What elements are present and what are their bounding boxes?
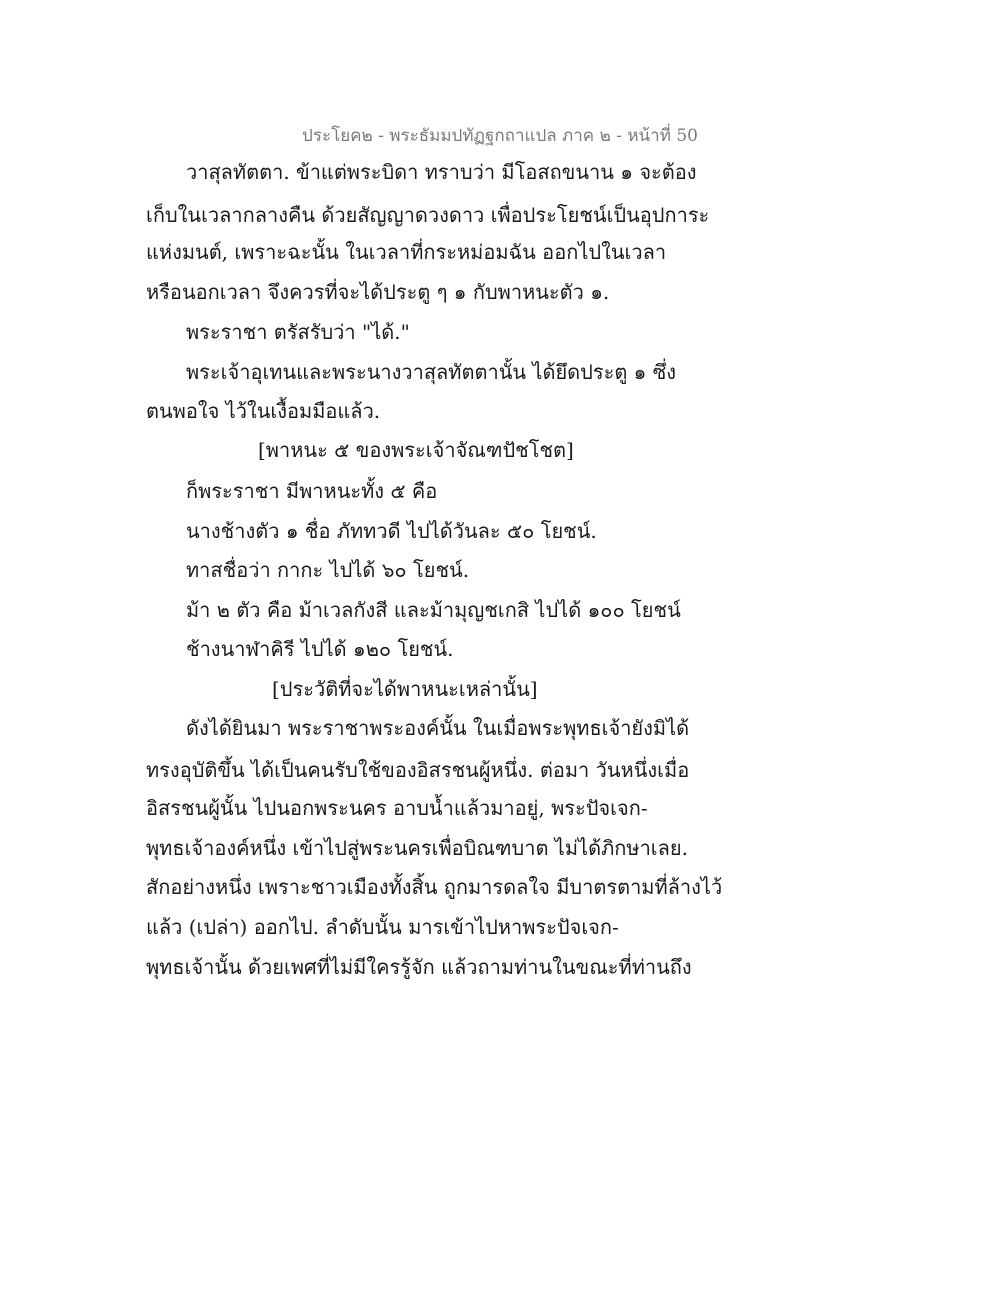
text-line: เก็บในเวลากลางคืน ด้วยสัญญาดวงดาว เพื่อประโยชน์เป็นอุปการะ — [146, 203, 710, 227]
text-line: ช้างนาฬาคิรี ไปได้ ๑๒๐ โยชน์. — [186, 637, 454, 661]
section-heading: [ประวัติที่จะได้พาหนะเหล่านั้น] — [272, 677, 538, 701]
text-line: พุทธเจ้าองค์หนึ่ง เข้าไปสู่พระนครเพื่อบิณฑบาต ไม่ได้ภิกษาเลย. — [146, 836, 688, 860]
section-heading: [พาหนะ ๕ ของพระเจ้าจัณฑปัชโชต] — [258, 438, 574, 462]
text-line: วาสุลทัตตา. ข้าแต่พระบิดา ทราบว่า มีโอสถขนาน ๑ จะต้อง — [186, 160, 697, 184]
text-line: ตนพอใจ ไว้ในเงื้อมมือแล้ว. — [146, 399, 381, 423]
text-line: แห่งมนต์, เพราะฉะนั้น ในเวลาที่กระหม่อมฉัน ออกไปในเวลา — [146, 240, 667, 264]
text-line: ม้า ๒ ตัว คือ ม้าเวลกังสี และม้ามุญชเกสิ ไปได้ ๑๐๐ โยชน์ — [186, 598, 681, 622]
text-line: ทาสชื่อว่า กากะ ไปได้ ๖๐ โยชน์. — [186, 558, 470, 582]
text-line: หรือนอกเวลา จึงควรที่จะได้ประตู ๆ ๑ กับพาหนะตัว ๑. — [146, 280, 610, 304]
text-line: พุทธเจ้านั้น ด้วยเพศที่ไม่มีใครรู้จัก แล้วถามท่านในขณะที่ท่านถึง — [146, 955, 692, 979]
text-line: ดังได้ยินมา พระราชาพระองค์นั้น ในเมื่อพระพุทธเจ้ายังมิได้ — [186, 716, 690, 740]
text-line: พระราชา ตรัสรับว่า "ได้." — [186, 320, 410, 344]
text-line: อิสรชนผู้นั้น ไปนอกพระนคร อาบน้ำแล้วมาอยู่, พระปัจเจก- — [146, 796, 648, 820]
text-line: สักอย่างหนึ่ง เพราะชาวเมืองทั้งสิ้น ถูกมารดลใจ มีบาตรตามที่ล้างไว้ — [146, 875, 723, 899]
text-line: ก็พระราชา มีพาหนะทั้ง ๕ คือ — [186, 479, 438, 503]
text-line: นางช้างตัว ๑ ชื่อ ภัททวดี ไปได้วันละ ๕๐ โยชน์. — [186, 519, 597, 543]
running-header: ประโยค๒ - พระธัมมปทัฏฐกถาแปล ภาค ๒ - หน้าที่ 50 — [302, 126, 698, 146]
text-line: แล้ว (เปล่า) ออกไป. ลำดับนั้น มารเข้าไปหาพระปัจเจก- — [146, 915, 619, 939]
text-line: ทรงอุบัติขึ้น ได้เป็นคนรับใช้ของอิสรชนผู้หนึ่ง. ต่อมา วันหนึ่งเมื่อ — [146, 758, 690, 782]
text-line: พระเจ้าอุเทนและพระนางวาสุลทัตตานั้น ได้ยึดประตู ๑ ซึ่ง — [186, 360, 677, 384]
